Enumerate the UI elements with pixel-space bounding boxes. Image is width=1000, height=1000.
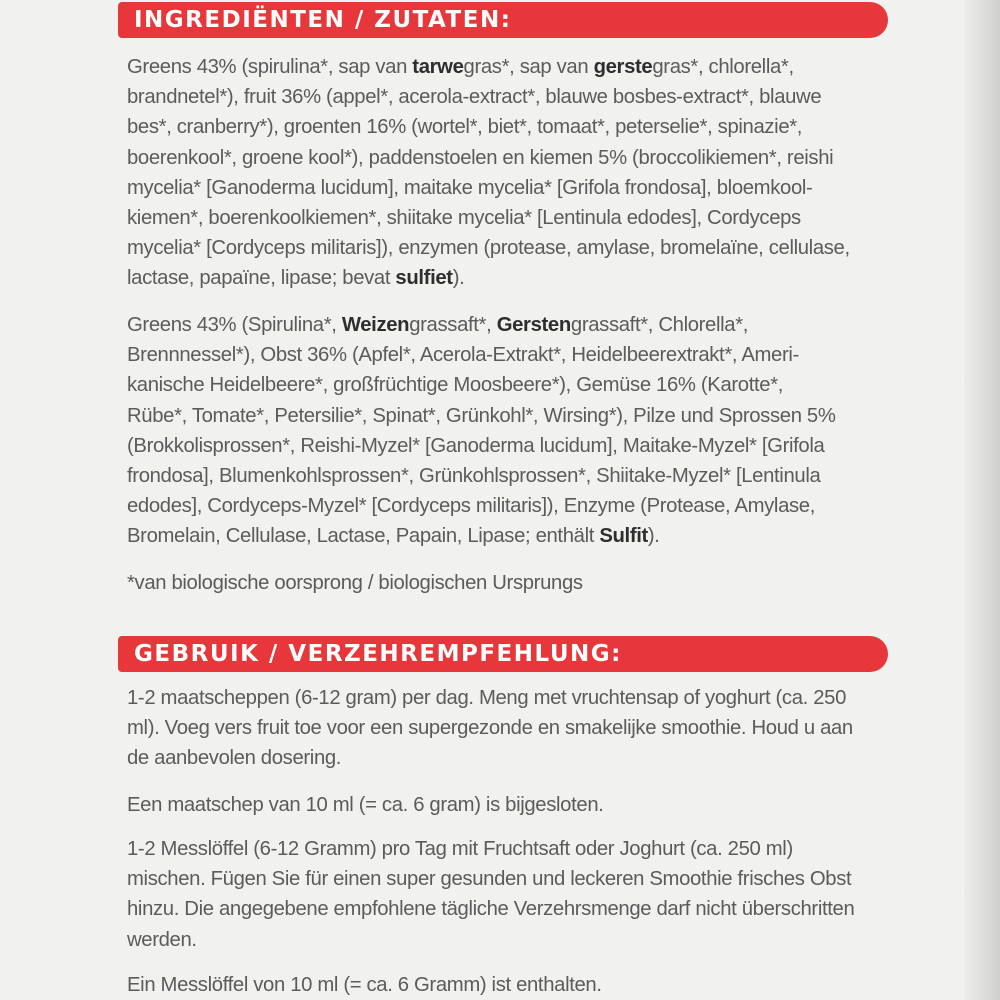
usage-german-text: 1-2 Messlöffel (6-12 Gramm) pro Tag mit Fruchtsaft oder Joghurt (ca. 250 ml) mischen. Fügen Sie für einen super gesunden und leckeren Smoothie frisches Obst hinzu. Die angegebene empfohlene tägliche Verzehrsmenge darf nicht überschritten werden. [127,838,855,951]
usage-dutch-text: 1-2 maatscheppen (6-12 gram) per dag. Meng met vruchtensap of yoghurt (ca. 250 ml). Voeg vers fruit toe voor een supergezonde en smakelijke smoothie. Houd u aan de aanbevolen dosering. [127,687,853,770]
ingredients-dutch-text: Greens 43% (spirulina*, sap van tarwegras*, sap van gerstegras*, chlorella*, brandnetel*), fruit 36% (appel*, acerola-extract*, blauwe bosbes-extract*, blauwe bes*, cranberry*), groenten 16% (wortel*, biet*, tomaat*, peterselie*, spinazie*, boerenkool*, groene kool*), paddenstoelen en kiemen 5% (broccolikiemen*, reishi mycelia* [Ganoderma lucidum], maitake mycelia* [Grifola frondosa], bloemkool- kiemen*, boerenkoolkiemen*, shiitake mycelia* [Lentinula edodes], Cordyceps mycelia* [Cordyceps militaris]), enzymen (protease, amylase, bromelaïne, cellulase, lactase, papaïne, lipase; bevat sulfiet). [127,56,850,290]
usage-heading: GEBRUIK / VERZEHREMPFEHLUNG: [118,636,888,672]
ingredients-heading: INGREDIËNTEN / ZUTATEN: [118,2,888,38]
allergen-bold: tarwe [412,56,464,78]
allergen-bold: Weizen [341,314,410,336]
allergen-bold: Sulfit [599,525,648,548]
allergen-bold: Gersten [496,314,571,336]
scoop-dutch-note: Een maatschep van 10 ml (= ca. 6 gram) is bijgesloten. [127,794,604,816]
allergen-bold: sulfiet [395,267,453,290]
package-edge [964,0,1000,1000]
scoop-german-note: Ein Messlöffel von 10 ml (= ca. 6 Gramm) ist enthalten. [127,974,602,996]
organic-footnote: *van biologische oorsprong / biologischen Ursprungs [127,572,583,594]
allergen-bold: gerste [593,56,653,78]
ingredients-german-text: Greens 43% (Spirulina*, Weizengrassaft*, Gerstengrassaft*, Chlorella*, Brennnessel*), Obst 36% (Apfel*, Acerola-Extrakt*, Heidelbeerextrakt*, Ameri- kanische Heidelbeere*, großfrüchtige Moosbeere*), Gemüse 16% (Karotte*, Rübe*, Tomate*, Petersilie*, Spinat*, Grünkohl*, Wirsing*), Pilze und Sprossen 5% (Brokkolisprossen*, Reishi-Myzel* [Ganoderma lucidum], Maitake-Myzel* [Grifola frondosa], Blumenkohlsprossen*, Grünkohlsprossen*, Shiitake-Myzel* [Lentinula edodes], Cordyceps-Myzel* [Cordyceps militaris]), Enzyme (Protease, Amylase, Bromelain, Cellulase, Lactase, Papain, Lipase; enthält Sulfit). [127,314,836,548]
